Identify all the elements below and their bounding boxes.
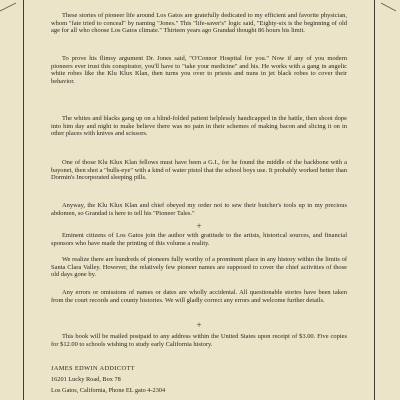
body-paragraph: To prove his flimsy argument Dr. Jones said, "O'Connor Hospital for you." Now if any of you modern pioneers ever trust this conspirator, you'll have to "take your medicine" and his. He works with a gang in angelic white robes like the Klu Klux Klan, then turns you over to priests and nuns in jet black robes to cover their behavior. — [51, 55, 347, 85]
section-separator: + — [196, 221, 202, 231]
fold-mark-left — [0, 2, 17, 12]
author-street: 16201 Lucky Road, Box 78 — [51, 376, 121, 383]
section-separator: + — [196, 320, 202, 330]
author-name — [51, 365, 135, 373]
dedication-paragraph: These stories of pioneer life around Los Gatos are gratefully dedicated to my efficient and favorite physician, whom "fate tried to conceal" by naming "Jones." This "life-saver's" logic said, "Eighty-six is the beginning of old age for all who choose Los Gatos climate." Thirteen years ago Grandad thought 86 hours his limit. — [51, 12, 347, 34]
body-paragraph: Anyway, the Klu Klux Klan and chief obeyed my order not to sew their butcher's tools up in my precious abdomen, so Grandad is here to tell his "Pioneer Tales." — [51, 202, 347, 217]
body-paragraph: Any errors or omissions of names or dates are wholly accidental. All questionable stories have been taken from the court records and county histories. We will gladly correct any errors and welcome further details. — [51, 289, 347, 304]
author-name-text: JAMES EDWIN ADDICOTT — [51, 365, 135, 372]
mailing-paragraph: This book will be mailed postpaid to any address within the United States upon receipt of $3.00. Five copies for $12.00 to schools wishing to study early California history. — [51, 333, 347, 348]
right-border-line — [374, 0, 375, 400]
fold-mark-right — [380, 2, 397, 12]
acknowledgement-paragraph: Eminent citizens of Los Gatos join the author with gratitude to the artists, historical sources, and financial sponsors who have made the printing of this volume a reality. — [51, 232, 347, 247]
body-paragraph: One of those Klu Klux Klan fellows must have been a G.I., for he found the middle of the backbone with a bayonet, then shot a "bulls-eye" with a kind of water pistol that the school boys use. It probably worked better than Dormin's Incorporated sleeping pills. — [51, 159, 347, 181]
body-paragraph: We realize there are hundreds of pioneers fully worthy of a prominent place in any history within the limits of Santa Clara Valley. However, the relatively few pioneer names are supposed to cover the chief activities of those old days gone by. — [51, 256, 347, 278]
body-paragraph: The whites and blacks gang up on a blind-folded patient helplessly handicapped in the battle, then shoot dope into him day and night to make believe there was no pain in their schemes of making bacon and slicing it on in other places with knives and scissors. — [51, 115, 347, 137]
author-city-phone: Los Gatos, California, Phone EL gato 4-2304 — [51, 387, 166, 394]
left-border-line — [23, 0, 24, 400]
